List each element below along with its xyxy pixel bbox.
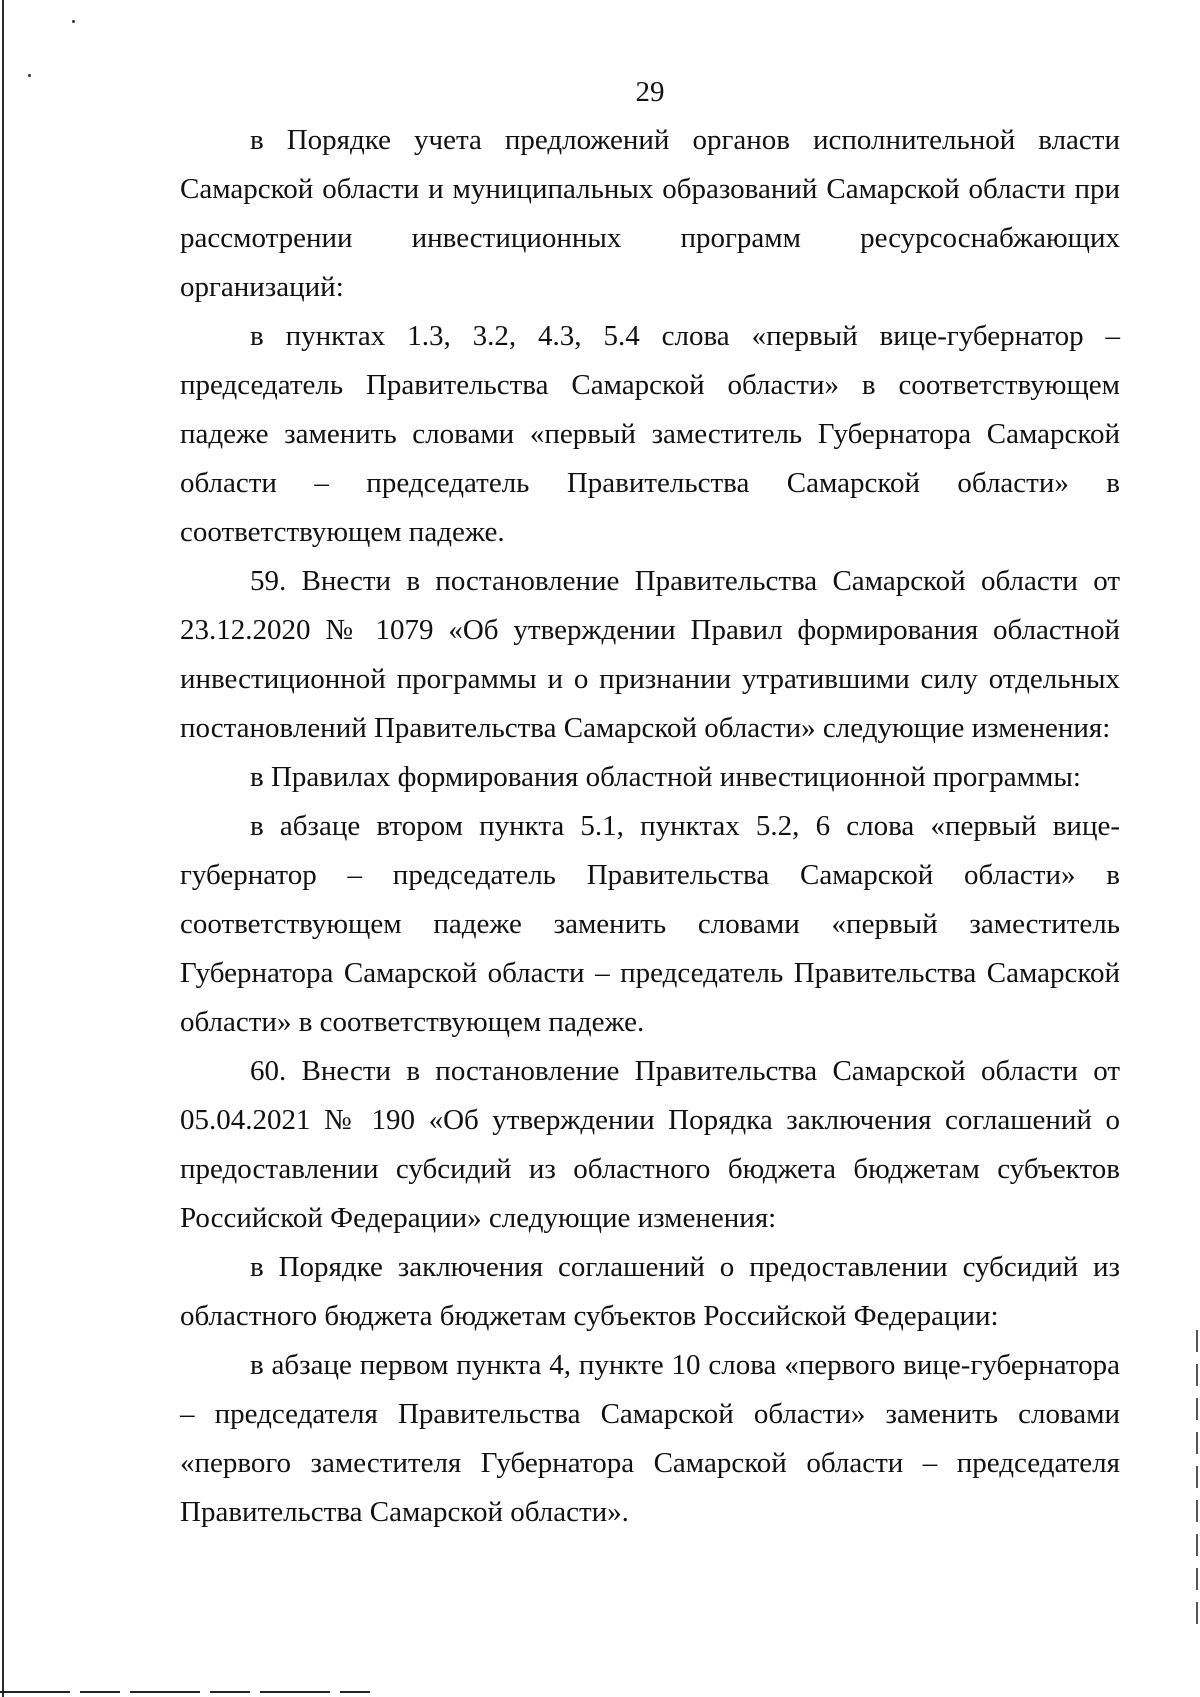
document-body bbox=[180, 116, 1120, 1537]
paragraph: в Правилах формирования областной инвестиционной программы: bbox=[250, 761, 1081, 793]
scan-speck bbox=[72, 20, 75, 23]
scan-left-edge bbox=[2, 0, 4, 1697]
page-number: 29 bbox=[635, 76, 665, 108]
paragraph: 60. Внести в постановление Правительства Самарской области от 05.04.2021 № 190 «Об утверждении Порядка заключения соглашений о предоставлении субсидий из областного бюджета бюджетам субъектов Российской Федерации» следующие изменения: bbox=[180, 1055, 1120, 1234]
paragraph: в Порядке учета предложений органов исполнительной власти Самарской области и муниципальных образований Самарской области при рассмотрении инвестиционных программ ресурсоснабжающих организаций: bbox=[180, 124, 1120, 303]
paragraph: в пунктах 1.3, 3.2, 4.3, 5.4 слова «первый вице-губернатор – председатель Правительства Самарской области» в соответствующем падеже заменить словами «первый заместитель Губернатора Самарской области – председатель Правительства Самарской области» в соответствующем падеже. bbox=[180, 320, 1120, 548]
scan-right-edge bbox=[1196, 1330, 1198, 1630]
scan-bottom-edge bbox=[0, 1691, 370, 1693]
paragraph: в абзаце втором пункта 5.1, пунктах 5.2, 6 слова «первый вице-губернатор – председатель Правительства Самарской области» в соответствующем падеже заменить словами «первый заместитель Губернатора Самарской области – председатель Правительства Самарской области» в соответствующем падеже. bbox=[180, 810, 1120, 1038]
paragraph: в абзаце первом пункта 4, пункте 10 слова «первого вице-губернатора – председателя Правительства Самарской области» заменить словами «первого заместителя Губернатора Самарской области – председателя Правительства Самарской области». bbox=[180, 1349, 1120, 1528]
paragraph: 59. Внести в постановление Правительства Самарской области от 23.12.2020 № 1079 «Об утверждении Правил формирования областной инвестиционной программы и о признании утратившими силу отдельных постановлений Правительства Самарской области» следующие изменения: bbox=[180, 565, 1120, 744]
paragraph: в Порядке заключения соглашений о предоставлении субсидий из областного бюджета бюджетам субъектов Российской Федерации: bbox=[180, 1251, 1120, 1332]
